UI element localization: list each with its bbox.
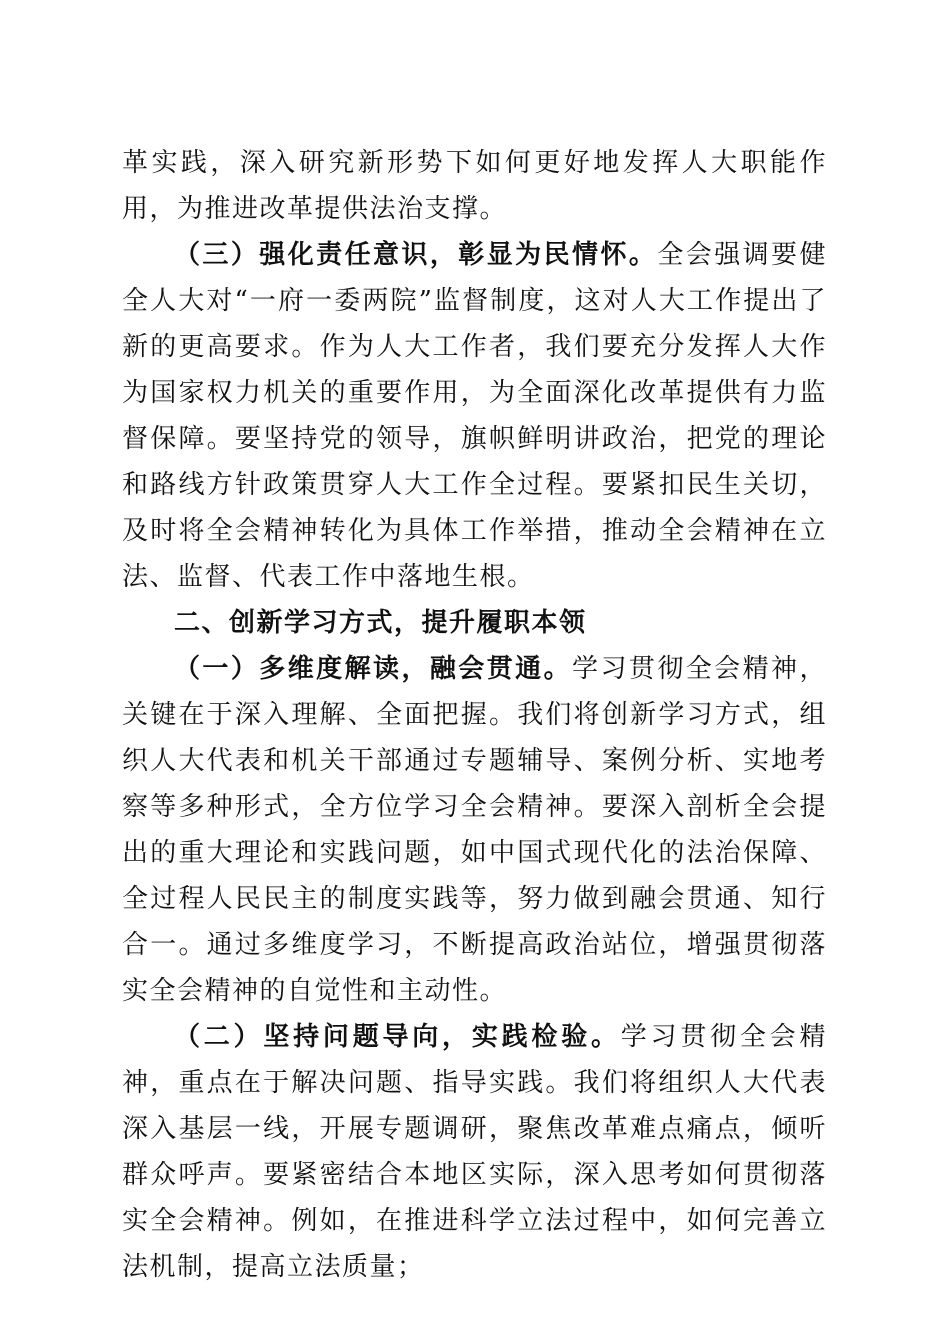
section-heading: 二、创新学习方式，提升履职本领: [174, 608, 587, 638]
paragraph-lead: （三）强化责任意识，彰显为民情怀。: [174, 240, 658, 270]
paragraph-section-three: [122, 232, 827, 600]
paragraph-section-two: [122, 1014, 827, 1290]
paragraph-body: 学习贯彻全会精神，重点在于解决问题、指导实践。我们将组织人大代表深入基层一线，开展专题调研，聚焦改革难点痛点，倾听群众呼声。要紧密结合本地区实际，深入思考如何贯彻落实全会精神。例如，在推进科学立法过程中，如何完善立法机制，提高立法质量；: [122, 1022, 827, 1282]
paragraph-body: 全会强调要健全人大对“一府一委两院”监督制度，这对人大工作提出了新的更高要求。作为人大工作者，我们要充分发挥人大作为国家权力机关的重要作用，为全面深化改革提供有力监督保障。要坚持党的领导，旗帜鲜明讲政治，把党的理论和路线方针政策贯穿人大工作全过程。要紧扣民生关切，及时将全会精神转化为具体工作举措，推动全会精神在立法、监督、代表工作中落地生根。: [122, 240, 827, 592]
paragraph-body: 革实践，深入研究新形势下如何更好地发挥人大职能作用，为推进改革提供法治支撑。: [122, 148, 827, 224]
paragraph-lead: （一）多维度解读，融会贯通。: [174, 654, 573, 684]
paragraph-continuation: [122, 140, 827, 232]
paragraph-body: 学习贯彻全会精神，关键在于深入理解、全面把握。我们将创新学习方式，组织人大代表和机关干部通过专题辅导、案例分析、实地考察等多种形式，全方位学习全会精神。要深入剖析全会提出的重大理论和实践问题，如中国式现代化的法治保障、全过程人民民主的制度实践等，努力做到融会贯通、知行合一。通过多维度学习，不断提高政治站位，增强贯彻落实全会精神的自觉性和主动性。: [122, 654, 827, 1006]
document-body: [122, 140, 827, 1290]
paragraph-section-one: [122, 646, 827, 1014]
paragraph-lead: （二）坚持问题导向，实践检验。: [174, 1022, 621, 1052]
